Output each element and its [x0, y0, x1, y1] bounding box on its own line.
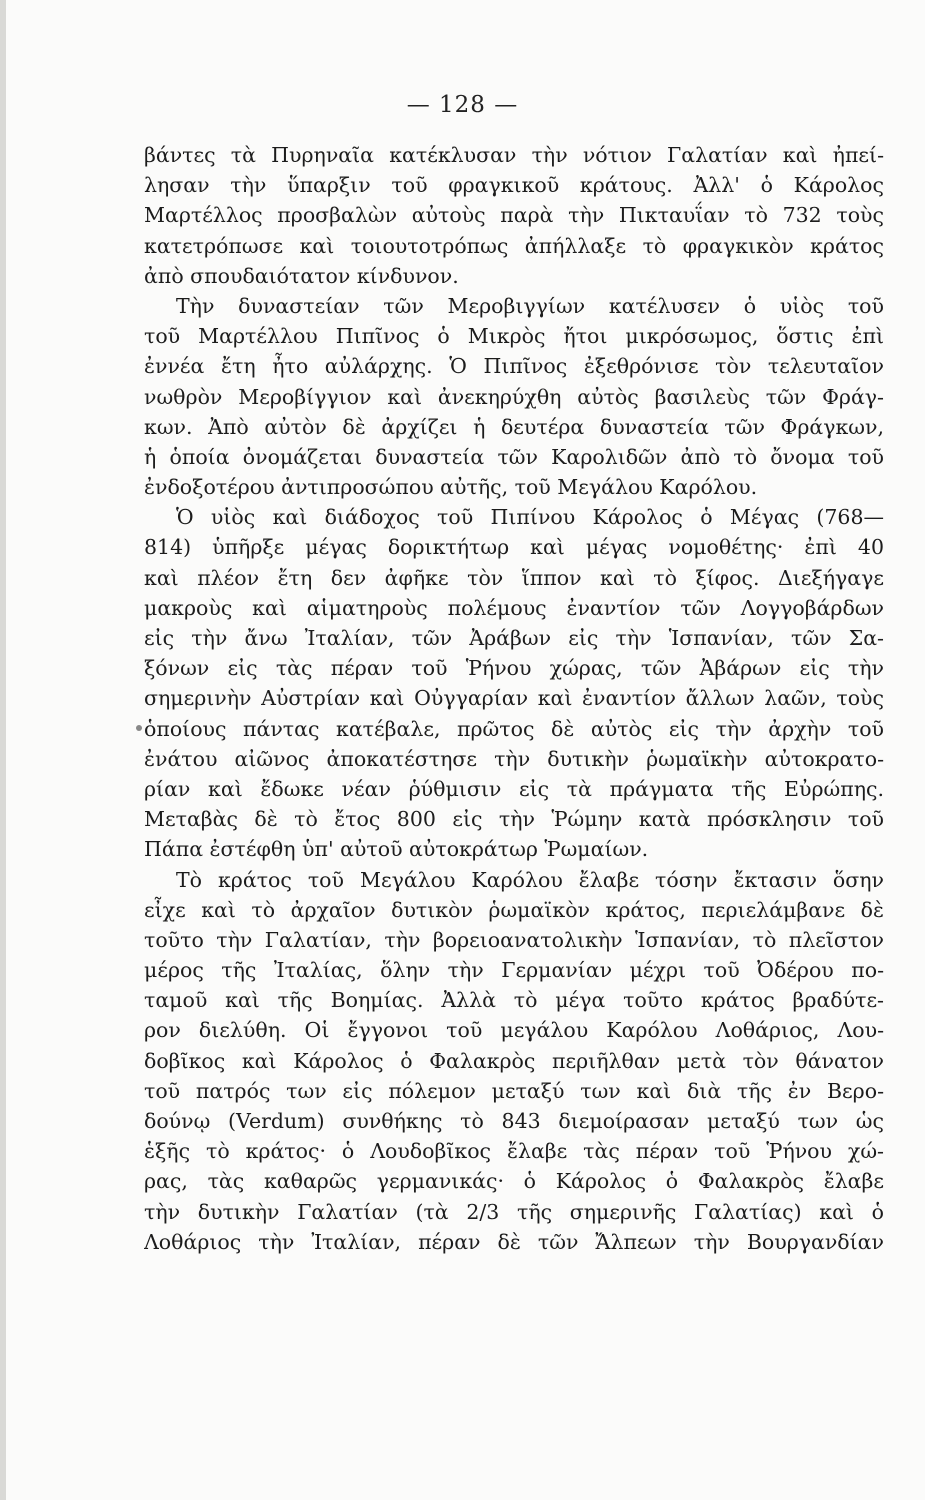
text-line: Πάπα ἐστέφθη ὑπ' αὐτοῦ αὐτοκράτωρ Ῥωμαίων.	[144, 837, 649, 862]
text-line: νωθρὸν Μεροβίγγιον καὶ ἀνεκηρύχθη αὐτὸς βασιλεὺς τῶν Φράγ-	[144, 384, 884, 409]
body-text	[144, 140, 884, 1257]
text-line: τοῦ πατρός των εἰς πόλεμον μεταξύ των καὶ διὰ τῆς ἐν Βερο-	[144, 1078, 884, 1103]
text-line: Τὴν δυναστείαν τῶν Μεροβιγγίων κατέλυσεν ὁ υἱὸς τοῦ	[176, 293, 884, 318]
text-line: εἰς τὴν ἄνω Ἰταλίαν, τῶν Ἀράβων εἰς τὴν Ἱσπανίαν, τῶν Σα-	[144, 626, 884, 650]
text-line: λησαν τὴν ὕπαρξιν τοῦ φραγκικοῦ κράτους. Ἀλλ' ὁ Κάρολος	[144, 173, 884, 198]
text-line: καὶ πλέον ἔτη δεν ἀφῆκε τὸν ἵππον καὶ τὸ ξίφος. Διεξήγαγε	[144, 565, 884, 590]
text-line: εἶχε καὶ τὸ ἀρχαῖον δυτικὸν ῥωμαϊκὸν κράτος, περιελάμβανε δὲ	[144, 897, 884, 922]
text-line: κατετρόπωσε καὶ τοιουτοτρόπως ἀπήλλαξε τὸ φραγκικὸν κράτος	[144, 233, 884, 258]
text-line: Μεταβὰς δὲ τὸ ἔτος 800 εἰς τὴν Ῥώμην κατὰ πρόσκλησιν τοῦ	[144, 807, 884, 832]
text-line: δοβῖκος καὶ Κάρολος ὁ Φαλακρὸς περιῆλθαν μετὰ τὸν θάνατον	[144, 1048, 884, 1073]
text-line: Ὁ υἱὸς καὶ διάδοχος τοῦ Πιπίνου Κάρολος ὁ Μέγας (768—	[176, 505, 884, 530]
text-line: ρας, τὰς καθαρῶς γερμανικάς· ὁ Κάρολος ὁ Φαλακρὸς ἔλαβε	[144, 1169, 884, 1194]
text-line: δούνῳ (Verdum) συνθήκης τὸ 843 διεμοίρασαν μεταξύ των ὡς	[144, 1109, 884, 1133]
text-line: ἐνδοξοτέρου ἀντιπροσώπου αὐτῆς, τοῦ Μεγάλου Καρόλου.	[144, 475, 758, 500]
text-line: ἡ ὁποία ὀνομάζεται δυναστεία τῶν Καρολιδῶν ἀπὸ τὸ ὄνομα τοῦ	[144, 444, 884, 469]
page-edge	[0, 0, 6, 1500]
text-line: σημερινὴν Αὐστρίαν καὶ Οὐγγαρίαν καὶ ἐναντίον ἄλλων λαῶν, τοὺς	[144, 686, 884, 711]
text-line: ὁποίους πάντας κατέβαλε, πρῶτος δὲ αὐτὸς εἰς τὴν ἀρχὴν τοῦ	[144, 716, 884, 741]
text-line: Μαρτέλλος προσβαλὼν αὐτοὺς παρὰ τὴν Πικταυΐαν τὸ 732 τοὺς	[144, 203, 884, 228]
text-line: ξόνων εἰς τὰς πέραν τοῦ Ῥήνου χώρας, τῶν Ἀβάρων εἰς τὴν	[144, 656, 884, 681]
text-line: ἐνάτου αἰῶνος ἀποκατέστησε τὴν δυτικὴν ῥωμαϊκὴν αὐτοκρατο-	[144, 746, 884, 771]
text-line: τοῦ Μαρτέλλου Πιπῖνος ὁ Μικρὸς ἤτοι μικρόσωμος, ὅστις ἐπὶ	[144, 324, 884, 349]
text-line: Τὸ κράτος τοῦ Μεγάλου Καρόλου ἔλαβε τόσην ἔκτασιν ὅσην	[176, 867, 884, 892]
text-line: ρίαν καὶ ἔδωκε νέαν ῥύθμισιν εἰς τὰ πράγματα τῆς Εὐρώπης.	[144, 776, 884, 801]
text-line: μακροὺς καὶ αἱματηροὺς πολέμους ἐναντίον τῶν Λογγοβάρδων	[144, 595, 884, 620]
text-line: ρον διελύθη. Οἱ ἔγγονοι τοῦ μεγάλου Καρόλου Λοθάριος, Λου-	[144, 1018, 884, 1043]
text-line: βάντες τὰ Πυρηναῖα κατέκλυσαν τὴν νότιον Γαλατίαν καὶ ἠπεί-	[144, 143, 884, 167]
text-line: κων. Ἀπὸ αὐτὸν δὲ ἀρχίζει ἡ δευτέρα δυναστεία τῶν Φράγκων,	[144, 414, 884, 439]
text-line: ἑξῆς τὸ κράτος· ὁ Λουδοβῖκος ἔλαβε τὰς πέραν τοῦ Ῥήνου χώ-	[144, 1139, 884, 1164]
text-line: μέρος τῆς Ἰταλίας, ὅλην τὴν Γερμανίαν μέχρι τοῦ Ὀδέρου πο-	[144, 958, 884, 983]
text-line: τὴν δυτικὴν Γαλατίαν (τὰ 2/3 τῆς σημερινῆς Γαλατίας) καὶ ὁ	[144, 1199, 884, 1224]
page-number: — 128 —	[406, 92, 519, 118]
text-line: 814) ὑπῆρξε μέγας δορικτήτωρ καὶ μέγας νομοθέτης· ἐπὶ 40	[144, 535, 884, 560]
text-line: Λοθάριος τὴν Ἰταλίαν, πέραν δὲ τῶν Ἄλπεων τὴν Βουργανδίαν	[144, 1229, 884, 1254]
margin-mark	[136, 725, 142, 731]
text-line: ταμοῦ καὶ τῆς Βοημίας. Ἀλλὰ τὸ μέγα τοῦτο κράτος βραδύτε-	[144, 988, 884, 1013]
text-line: τοῦτο τὴν Γαλατίαν, τὴν βορειοανατολικὴν Ἱσπανίαν, τὸ πλεῖστον	[144, 927, 884, 952]
text-line: ἐννέα ἔτη ἦτο αὐλάρχης. Ὁ Πιπῖνος ἐξεθρόνισε τὸν τελευταῖον	[144, 354, 884, 379]
text-line: ἀπὸ σπουδαιότατον κίνδυνον.	[144, 263, 459, 288]
